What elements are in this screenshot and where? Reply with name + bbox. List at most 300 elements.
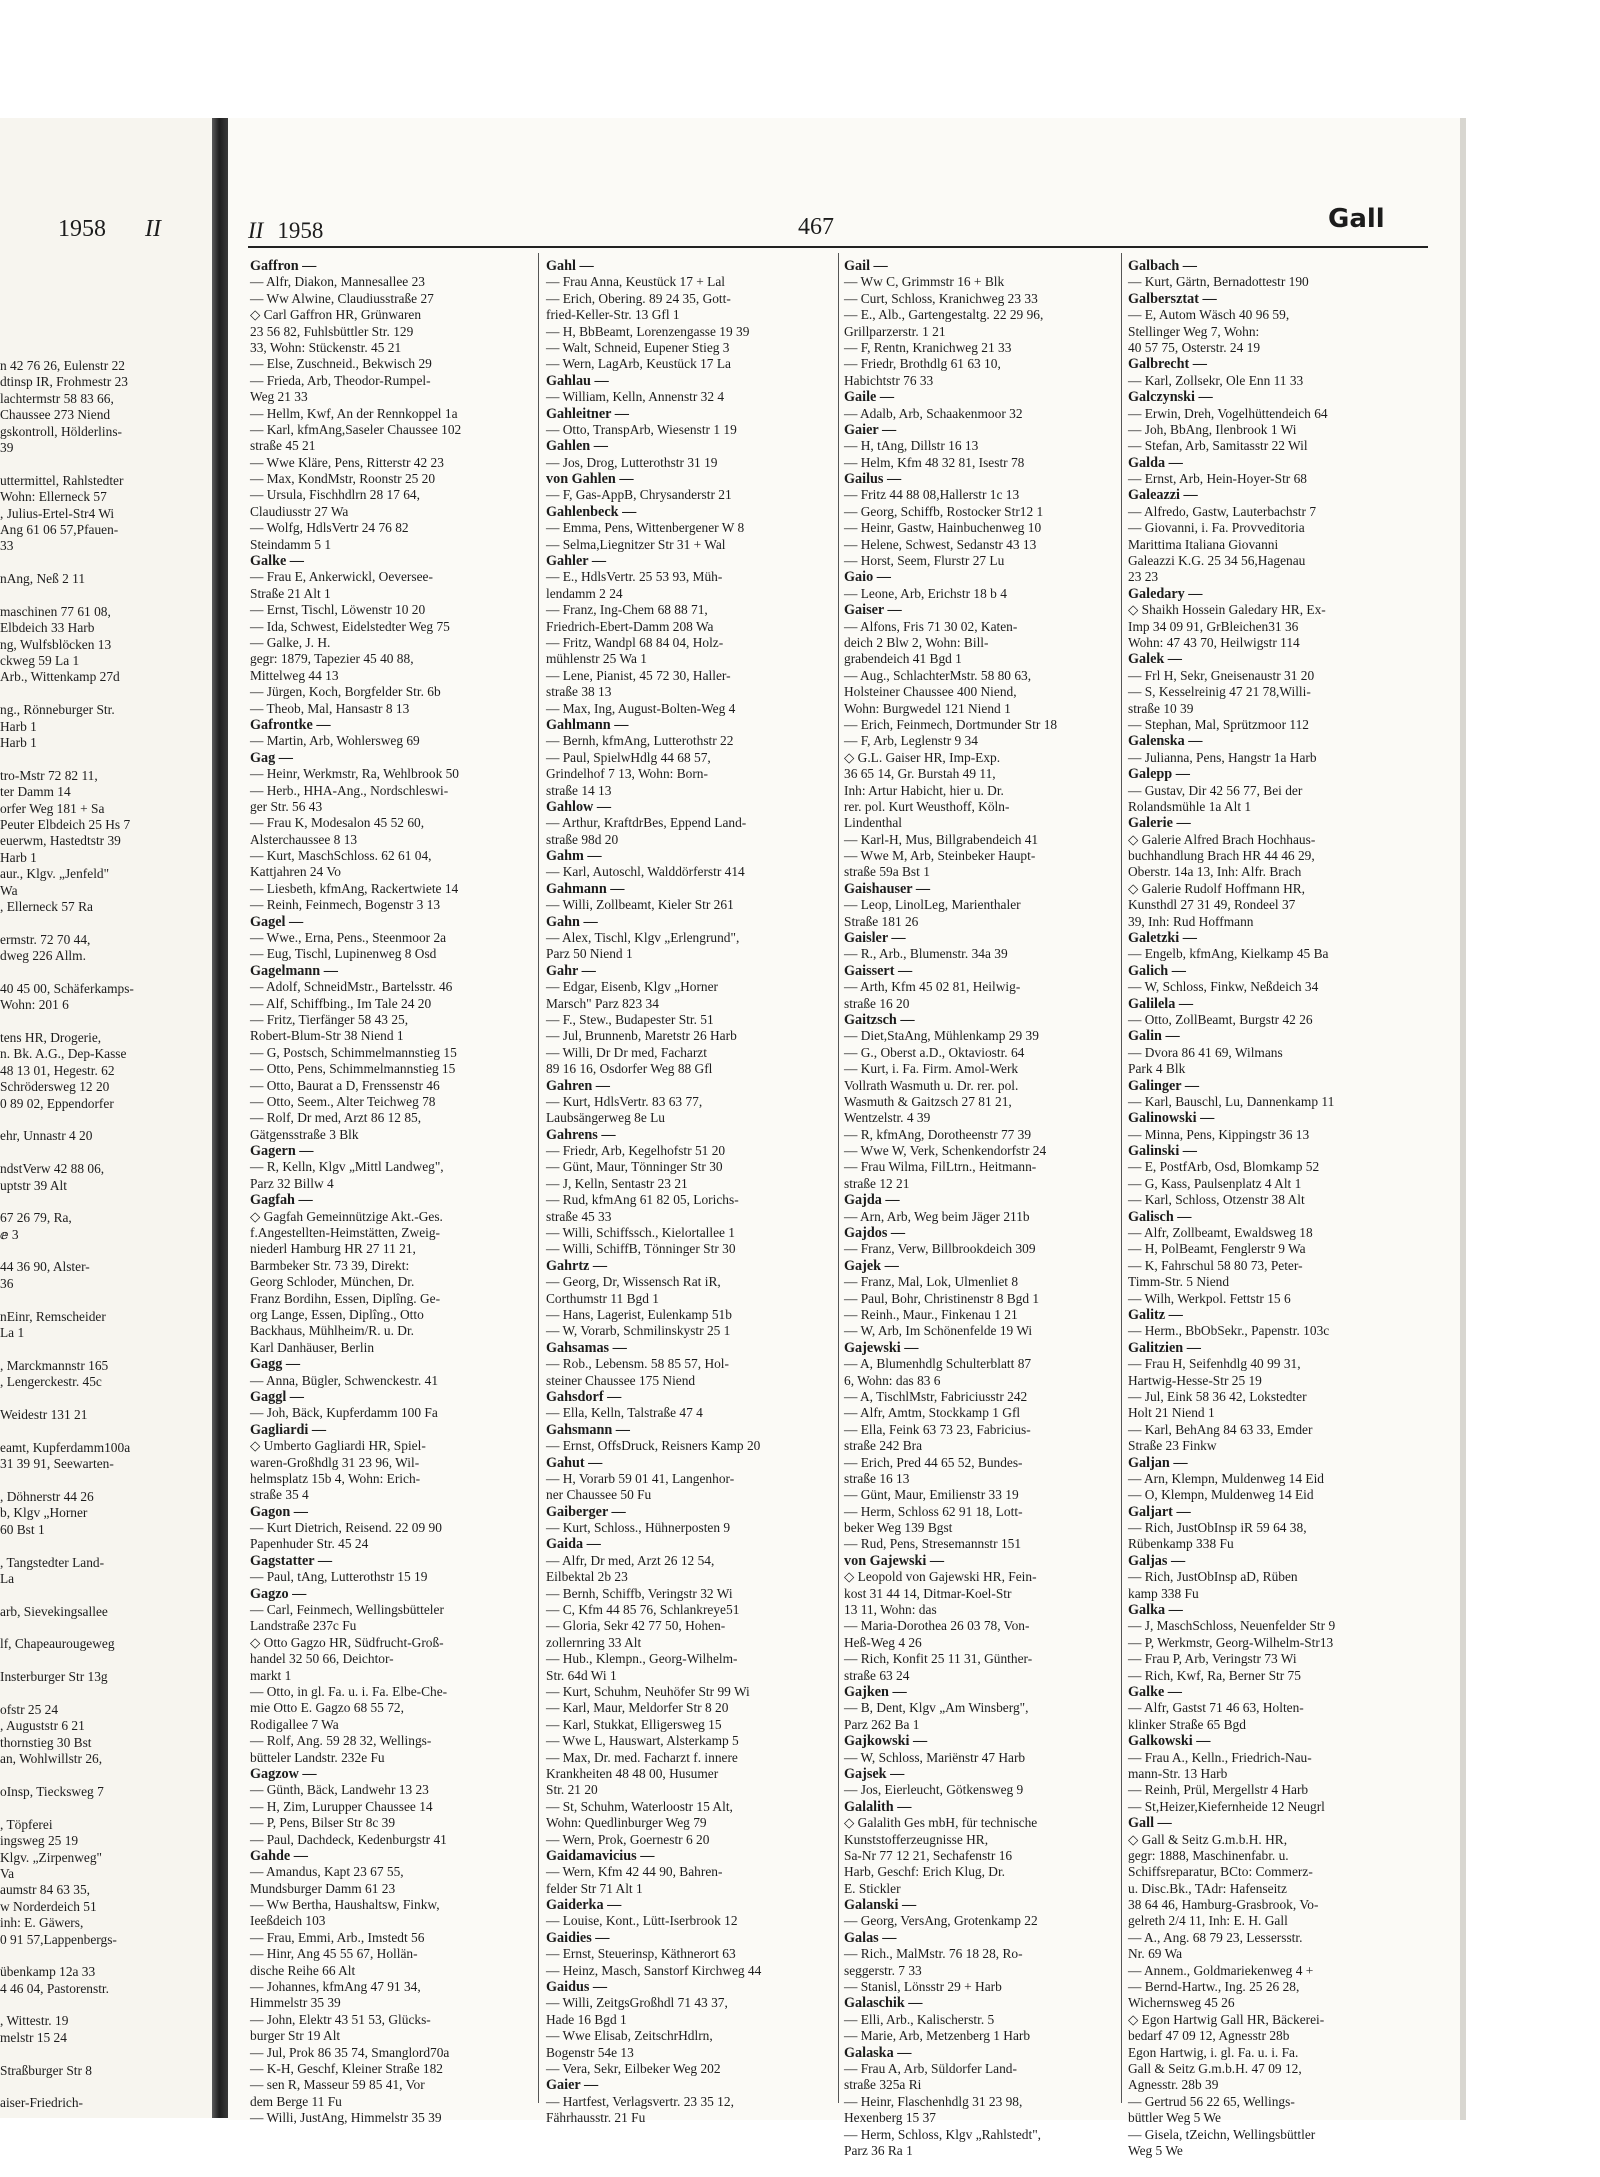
directory-entry-line: Wohn: Quedlinburger Weg 79 bbox=[546, 1815, 707, 1831]
directory-entry-line: — H, Vorarb 59 01 41, Langenhor- bbox=[546, 1470, 735, 1486]
directory-entry-line: — Hub., Klempn., Georg-Wilhelm- bbox=[546, 1651, 738, 1667]
left-page-column bbox=[0, 358, 205, 2112]
directory-entry-line: — Wolfg, HdlsVertr 24 76 82 bbox=[250, 520, 409, 536]
surname-heading: Galedary — bbox=[1128, 585, 1203, 602]
directory-entry-line: — Martin, Arb, Wohlersweg 69 bbox=[250, 733, 420, 749]
directory-entry-line: Fährhausstr. 21 Fu bbox=[546, 2110, 646, 2126]
directory-entry-line: — Reinh, Prül, Mergellstr 4 Harb bbox=[1128, 1782, 1309, 1798]
surname-heading: Gaidamavicius — bbox=[546, 1847, 655, 1864]
directory-entry-line: — Wilh, Werkpol. Fettstr 15 6 bbox=[1128, 1290, 1291, 1306]
surname-heading: Gagon — bbox=[250, 1503, 308, 1520]
directory-column-3 bbox=[844, 258, 1129, 2158]
directory-entry-line: steiner Chaussee 175 Niend bbox=[546, 1372, 696, 1388]
directory-entry-line: — Ernst, Arb, Hein-Hoyer-Str 68 bbox=[1128, 471, 1307, 487]
directory-entry-line: — Franz, Mal, Lok, Ulmenliet 8 bbox=[844, 1274, 1019, 1290]
directory-entry-line: straße 16 13 bbox=[844, 1470, 910, 1486]
surname-heading: Gajsek — bbox=[844, 1765, 905, 1782]
directory-entry-line: ng., Rönneburger Str. bbox=[0, 702, 115, 718]
directory-entry-line: — Alex, Tischl, Klgv „Erlengrund", bbox=[546, 930, 740, 946]
directory-entry-line: ner Chaussee 50 Fu bbox=[546, 1487, 652, 1503]
directory-entry-line: Straße 21 Alt 1 bbox=[250, 585, 331, 601]
directory-entry-line bbox=[0, 2046, 205, 2062]
directory-entry-line: Schiffsreparatur, BCto: Commerz- bbox=[1128, 1864, 1313, 1880]
directory-entry-line: — Franz, Verw, Billbrookdeich 309 bbox=[844, 1241, 1036, 1257]
directory-entry-line: aumstr 84 63 35, bbox=[0, 1882, 91, 1898]
surname-heading: Galerie — bbox=[1128, 815, 1191, 832]
surname-heading: Gail — bbox=[844, 258, 888, 274]
directory-entry-line bbox=[0, 1686, 205, 1702]
directory-entry-line bbox=[0, 1997, 205, 2013]
directory-entry-line: — Karl, Maur, Meldorfer Str 8 20 bbox=[546, 1700, 729, 1716]
surname-heading: Gaissert — bbox=[844, 962, 913, 979]
surname-heading: Galanski — bbox=[844, 1897, 917, 1914]
directory-entry-line: — Ida, Schwest, Eidelstedter Weg 75 bbox=[250, 618, 450, 634]
directory-entry-line bbox=[0, 1948, 205, 1964]
directory-entry-line: — Stefan, Arb, Samitasstr 22 Wil bbox=[1128, 438, 1308, 454]
directory-entry-line: — Heinr, Werkmstr, Ra, Wehlbrook 50 bbox=[250, 766, 460, 782]
directory-entry-line: — Aug., SchlachterMstr. 58 80 63, bbox=[844, 667, 1032, 683]
directory-entry-line: — Rich, Konfit 25 11 31, Günther- bbox=[844, 1651, 1033, 1667]
surname-heading: Gahde — bbox=[250, 1847, 308, 1864]
directory-entry-line: f.Angestellten-Heimstätten, Zweig- bbox=[250, 1225, 441, 1241]
directory-entry-line: — Alfr, Dr med, Arzt 26 12 54, bbox=[546, 1552, 715, 1568]
directory-entry-line: 31 39 91, Seewarten- bbox=[0, 1456, 114, 1472]
surname-heading: Galepp — bbox=[1128, 766, 1190, 783]
directory-entry-line: — Otto, Pens, Schimmelmannstieg 15 bbox=[250, 1061, 456, 1077]
directory-entry-line: — Günt, Maur, Emilienstr 33 19 bbox=[844, 1487, 1019, 1503]
directory-entry-line: — Emma, Pens, Wittenbergener W 8 bbox=[546, 520, 745, 536]
directory-entry-line: — Alfr, Gastst 71 46 63, Holten- bbox=[1128, 1700, 1304, 1716]
directory-entry-line: ⅇ 3 bbox=[0, 1226, 19, 1242]
directory-entry-line: Wasmuth & Gaitzsch 27 81 21, bbox=[844, 1093, 1012, 1109]
directory-entry-line: 39 bbox=[0, 439, 14, 455]
directory-entry-line: Straße 23 Finkw bbox=[1128, 1438, 1217, 1454]
directory-entry-line: ofstr 25 24 bbox=[0, 1702, 59, 1718]
surname-heading: Gahleitner — bbox=[546, 405, 629, 422]
directory-entry-line: ◇ Carl Gaffron HR, Grünwaren bbox=[250, 307, 422, 323]
directory-entry-line: ◇ G.L. Gaiser HR, Imp-Exp. bbox=[844, 749, 1001, 765]
surname-heading: Galetzki — bbox=[1128, 930, 1197, 947]
directory-entry-line: Grillparzerstr. 1 21 bbox=[844, 323, 946, 339]
surname-heading: Gajek — bbox=[844, 1257, 899, 1274]
directory-entry-line: — Stephan, Mal, Sprützmoor 112 bbox=[1128, 716, 1310, 732]
directory-entry-line: — Engelb, kfmAng, Kielkamp 45 Ba bbox=[1128, 946, 1329, 962]
directory-entry-line: — Herm, Schloss 62 91 18, Lott- bbox=[844, 1503, 1023, 1519]
surname-heading: Galkowski — bbox=[1128, 1733, 1211, 1750]
directory-entry-line: thornstieg 30 Bst bbox=[0, 1734, 92, 1750]
directory-entry-line: straße 242 Bra bbox=[844, 1438, 923, 1454]
surname-heading: Gaidus — bbox=[546, 1979, 608, 1996]
directory-entry-line: — Erwin, Dreh, Vogelhüttendeich 64 bbox=[1128, 405, 1328, 421]
directory-entry-line: 36 bbox=[0, 1275, 14, 1291]
directory-entry-line: — W, Vorarb, Schmilinskystr 25 1 bbox=[546, 1323, 731, 1339]
directory-entry-line bbox=[0, 964, 205, 980]
surname-heading: Gajken — bbox=[844, 1683, 907, 1700]
directory-entry-line: 23 23 bbox=[1128, 569, 1159, 585]
directory-entry-line: nEinr, Remscheider bbox=[0, 1308, 106, 1324]
directory-entry-line: Parz 32 Billw 4 bbox=[250, 1175, 334, 1191]
surname-heading: Galjan — bbox=[1128, 1454, 1188, 1471]
directory-entry-line: — Georg, Dr, Wissensch Rat iR, bbox=[546, 1274, 721, 1290]
directory-entry-line: Rodigallee 7 Wa bbox=[250, 1716, 339, 1732]
directory-entry-line: — Paul, Bohr, Christinenstr 8 Bgd 1 bbox=[844, 1290, 1040, 1306]
directory-entry-line: melstr 15 24 bbox=[0, 2029, 67, 2045]
directory-entry-line: — Bernh, Schiffb, Veringstr 32 Wi bbox=[546, 1585, 733, 1601]
directory-entry-line: — H, PolBeamt, Fenglerstr 9 Wa bbox=[1128, 1241, 1306, 1257]
directory-entry-line: — Rud, Pens, Stresemannstr 151 bbox=[844, 1536, 1022, 1552]
surname-heading: Gajdos — bbox=[844, 1225, 906, 1242]
directory-entry-line: — Alfr, Amtm, Stockkamp 1 Gfl bbox=[844, 1405, 1021, 1421]
directory-entry-line: — Frau H, Seifenhdlg 40 99 31, bbox=[1128, 1356, 1301, 1372]
directory-entry-line: helmsplatz 15b 4, Wohn: Erich- bbox=[250, 1470, 421, 1486]
directory-entry-line: — Max, Dr. med. Facharzt f. innere bbox=[546, 1749, 738, 1765]
directory-entry-line: — Ww Alwine, Claudiusstraße 27 bbox=[250, 290, 434, 306]
surname-heading: Gaile — bbox=[844, 389, 895, 406]
directory-entry-line: rer. pol. Kurt Weusthoff, Köln- bbox=[844, 798, 1010, 814]
directory-entry-line: gegr: 1879, Tapezier 45 40 88, bbox=[250, 651, 414, 667]
directory-entry-line: — Jürgen, Koch, Borgfelder Str. 6b bbox=[250, 684, 441, 700]
directory-entry-line: — Wern, Prok, Goernestr 6 20 bbox=[546, 1831, 710, 1847]
directory-entry-line: ng, Wulfsblöcken 13 bbox=[0, 636, 112, 652]
directory-entry-line: — B, Dent, Klgv „Am Winsberg", bbox=[844, 1700, 1029, 1716]
directory-entry-line: — R., Arb., Blumenstr. 34a 39 bbox=[844, 946, 1008, 962]
directory-entry-line: — Alf, Schiffbing., Im Tale 24 20 bbox=[250, 995, 432, 1011]
directory-entry-line: Harb 1 bbox=[0, 849, 37, 865]
surname-heading: Galinger — bbox=[1128, 1077, 1200, 1094]
directory-entry-line: dtinsp IR, Frohmestr 23 bbox=[0, 374, 128, 390]
surname-heading: Galda — bbox=[1128, 454, 1183, 471]
directory-entry-line: straße 35 4 bbox=[250, 1487, 309, 1503]
surname-heading: Gaidies — bbox=[546, 1929, 610, 1946]
header-rule bbox=[248, 246, 1428, 248]
directory-entry-line: — Selma,Liegnitzer Str 31 + Wal bbox=[546, 536, 726, 552]
surname-heading: Galaschik — bbox=[844, 1995, 923, 2012]
directory-entry-line: — Ernst, Steuerinsp, Käthnerort 63 bbox=[546, 1946, 736, 1962]
directory-entry-line: — Kurt, MaschSchloss. 62 61 04, bbox=[250, 848, 432, 864]
directory-entry-line: — G, Postsch, Schimmelmannstieg 15 bbox=[250, 1044, 457, 1060]
directory-entry-line bbox=[0, 751, 205, 767]
directory-entry-line: — Otto, Seem., Alter Teichweg 78 bbox=[250, 1093, 436, 1109]
surname-heading: Gahsamas — bbox=[546, 1339, 627, 1356]
directory-entry-line: u. Disc.Bk., TAdr: Hafenseitz bbox=[1128, 1880, 1287, 1896]
directory-entry-line: uptstr 39 Alt bbox=[0, 1177, 67, 1193]
directory-entry-line: — Wwe., Erna, Pens., Steenmoor 2a bbox=[250, 930, 447, 946]
directory-entry-line: — Adalb, Arb, Schaakenmoor 32 bbox=[844, 405, 1023, 421]
directory-entry-line: 89 16 16, Osdorfer Weg 88 Gfl bbox=[546, 1061, 713, 1077]
directory-entry-line: — R, Kelln, Klgv „Mittl Landweg", bbox=[250, 1159, 444, 1175]
directory-column-4 bbox=[1128, 258, 1413, 2158]
surname-heading: Gahlau — bbox=[546, 372, 609, 389]
directory-entry-line: handel 32 50 66, Deichtor- bbox=[250, 1651, 394, 1667]
directory-entry-line: — Else, Zuschneid., Bekwisch 29 bbox=[250, 356, 432, 372]
directory-entry-line: 38 64 46, Hamburg-Grasbrook, Vo- bbox=[1128, 1897, 1319, 1913]
directory-entry-line: — Edgar, Eisenb, Klgv „Horner bbox=[546, 979, 719, 995]
directory-entry-line: klinker Straße 65 Bgd bbox=[1128, 1716, 1246, 1732]
directory-entry-line: — Frau Anna, Keustück 17 + Lal bbox=[546, 274, 725, 290]
directory-entry-line: — Walt, Schneid, Eupener Stieg 3 bbox=[546, 339, 730, 355]
directory-entry-line: — Kurt, Gärtn, Bernadottestr 190 bbox=[1128, 274, 1309, 290]
surname-heading: Gahn — bbox=[546, 913, 598, 930]
surname-heading: Galbrecht — bbox=[1128, 356, 1207, 373]
directory-entry-line: — F, Rentn, Kranichweg 21 33 bbox=[844, 339, 1012, 355]
directory-entry-line bbox=[0, 1243, 205, 1259]
surname-heading: Gaggl — bbox=[250, 1388, 304, 1405]
directory-entry-line: Ieeßdeich 103 bbox=[250, 1913, 326, 1929]
directory-entry-line bbox=[0, 1800, 205, 1816]
directory-entry-line: — Reinh., Maur., Finkenau 1 21 bbox=[844, 1307, 1018, 1322]
surname-heading: Gajkowski — bbox=[844, 1733, 928, 1750]
directory-entry-line: — A., Ang. 68 79 23, Lessersstr. bbox=[1128, 1929, 1303, 1945]
directory-entry-line: — C, Kfm 44 85 76, Schlankreye51 bbox=[546, 1602, 740, 1618]
directory-entry-line: Vollrath Wasmuth u. Dr. rer. pol. bbox=[844, 1077, 1019, 1093]
directory-entry-line: — Max, Ing, August-Bolten-Weg 4 bbox=[546, 700, 736, 716]
directory-entry-line: waren-Großhdlg 31 23 96, Wil- bbox=[250, 1454, 420, 1470]
directory-entry-line: euerwm, Hastedtstr 39 bbox=[0, 833, 121, 849]
directory-entry-line: — Rud, kfmAng 61 82 05, Lorichs- bbox=[546, 1192, 739, 1208]
surname-heading: Galas — bbox=[844, 1929, 897, 1946]
directory-entry-line: — Amandus, Kapt 23 67 55, bbox=[250, 1864, 404, 1880]
directory-entry-line: Nr. 69 Wa bbox=[1128, 1946, 1183, 1962]
directory-entry-line: 33, Wohn: Stückenstr. 45 21 bbox=[250, 339, 402, 355]
directory-entry-line: uttermittel, Rahlstedter bbox=[0, 472, 124, 488]
directory-entry-line: markt 1 bbox=[250, 1667, 292, 1683]
directory-entry-line: 40 45 00, Schäferkamps- bbox=[0, 980, 134, 996]
surname-heading: Gaiberger — bbox=[546, 1503, 626, 1520]
directory-entry-line: — Heinr, Gastw, Hainbuchenweg 10 bbox=[844, 520, 1042, 536]
directory-entry-line: — Arthur, KraftdrBes, Eppend Land- bbox=[546, 815, 747, 831]
directory-entry-line: Inh: Artur Habicht, hier u. Dr. bbox=[844, 782, 1004, 798]
directory-entry-line: — Willi, Schiffssch., Kielortallee 1 bbox=[546, 1225, 736, 1241]
directory-entry-line: — Anna, Bügler, Schwenckestr. 41 bbox=[250, 1372, 439, 1388]
surname-heading: Gagel — bbox=[250, 913, 304, 930]
directory-entry-line: beker Weg 139 Bgst bbox=[844, 1520, 953, 1536]
directory-entry-line: — Kurt, Schloss., Hühnerposten 9 bbox=[546, 1520, 731, 1536]
directory-entry-line: Kunststofferzeugnisse HR, bbox=[844, 1831, 989, 1847]
directory-entry-line: Parz 262 Ba 1 bbox=[844, 1716, 920, 1732]
directory-entry-line: 0 89 02, Eppendorfer bbox=[0, 1095, 114, 1111]
directory-entry-line: — Frau, Emmi, Arb., Imstedt 56 bbox=[250, 1929, 425, 1945]
directory-entry-line: — Minna, Pens, Kippingstr 36 13 bbox=[1128, 1126, 1310, 1142]
directory-entry-line bbox=[0, 1194, 205, 1210]
directory-entry-line: — Wwe L, Hauswart, Alsterkamp 5 bbox=[546, 1733, 739, 1749]
directory-entry-line: — Hinr, Ang 45 55 67, Hollän- bbox=[250, 1946, 418, 1962]
surname-heading: Gagern — bbox=[250, 1143, 314, 1160]
directory-entry-line: — Fritz, Wandpl 68 84 04, Holz- bbox=[546, 634, 724, 650]
directory-entry-line: straße 98d 20 bbox=[546, 831, 619, 847]
directory-entry-line: Grindelhof 7 13, Wohn: Born- bbox=[546, 766, 708, 782]
directory-entry-line: — Jos, Drog, Lutterothstr 31 19 bbox=[546, 454, 718, 470]
directory-entry-line: — Leone, Arb, Erichstr 18 b 4 bbox=[844, 585, 1007, 601]
directory-entry-line: Wentzelstr. 4 39 bbox=[844, 1110, 931, 1126]
directory-entry-line: — E, PostfArb, Osd, Blomkamp 52 bbox=[1128, 1159, 1320, 1175]
directory-entry-line: Oberstr. 14a 13, Inh: Alfr. Brach bbox=[1128, 864, 1302, 880]
surname-heading: Galalith — bbox=[844, 1798, 912, 1815]
directory-entry-line: — H, Zim, Lurupper Chaussee 14 bbox=[250, 1798, 433, 1814]
directory-entry-line: — Rob., Lebensm. 58 85 57, Hol- bbox=[546, 1356, 729, 1372]
directory-entry-line: Wohn: Burgwedel 121 Niend 1 bbox=[844, 700, 1011, 716]
directory-entry-line: ◇ Galalith Ges mbH, für technische bbox=[844, 1815, 1038, 1831]
surname-heading: Galke — bbox=[250, 553, 304, 570]
directory-entry-line: mühlenstr 25 Wa 1 bbox=[546, 651, 647, 667]
directory-entry-line: — Hans, Lagerist, Eulenkamp 51b bbox=[546, 1307, 732, 1322]
directory-entry-line: — Herb., HHA-Ang., Nordschleswi- bbox=[250, 782, 449, 798]
surname-heading: Gaisler — bbox=[844, 930, 906, 947]
directory-entry-line: Gätgensstraße 3 Blk bbox=[250, 1126, 359, 1142]
directory-entry-line: Park 4 Blk bbox=[1128, 1061, 1186, 1077]
directory-entry-line: , Wittestr. 19 bbox=[0, 2013, 69, 2029]
directory-entry-line: — Frau Wilma, FilLtrn., Heitmann- bbox=[844, 1159, 1037, 1175]
directory-entry-line: — Ernst, OffsDruck, Reisners Kamp 20 bbox=[546, 1438, 761, 1454]
directory-entry-line bbox=[0, 1341, 205, 1357]
directory-entry-line: — Frl H, Sekr, Gneisenaustr 31 20 bbox=[1128, 667, 1315, 683]
directory-entry-line: n 42 76 26, Eulenstr 22 bbox=[0, 358, 125, 373]
directory-entry-line: — Karl, Autoschl, Walddörferstr 414 bbox=[546, 864, 745, 880]
directory-entry-line: Va bbox=[0, 1865, 15, 1881]
directory-entry-line: — John, Elektr 43 51 53, Glücks- bbox=[250, 2011, 431, 2027]
directory-entry-line: — Frieda, Arb, Theodor-Rumpel- bbox=[250, 372, 431, 388]
surname-heading: Gahm — bbox=[546, 848, 602, 865]
surname-heading: Galinowski — bbox=[1128, 1110, 1215, 1127]
directory-entry-line: Insterburger Str 13g bbox=[0, 1669, 108, 1685]
directory-entry-line: zollernring 33 Alt bbox=[546, 1634, 642, 1650]
directory-entry-line: bütteler Landstr. 232e Fu bbox=[250, 1749, 385, 1765]
directory-entry-line: 40 57 75, Osterstr. 24 19 bbox=[1128, 339, 1261, 355]
directory-entry-line bbox=[0, 1473, 205, 1489]
page-volume: II bbox=[248, 218, 264, 243]
directory-entry-line: Holsteiner Chaussee 400 Niend, bbox=[844, 684, 1017, 700]
directory-entry-line bbox=[0, 915, 205, 931]
surname-heading: Gaiderka — bbox=[546, 1897, 622, 1914]
directory-entry-line bbox=[0, 1292, 205, 1308]
directory-entry-line: maschinen 77 61 08, bbox=[0, 603, 111, 619]
directory-entry-line: — Paul, Dachdeck, Kedenburgstr 41 bbox=[250, 1831, 447, 1847]
directory-entry-line: — O, Klempn, Muldenweg 14 Eid bbox=[1128, 1487, 1314, 1503]
directory-entry-line: straße 63 24 bbox=[844, 1667, 910, 1683]
directory-entry-line: — Diet,StaAng, Mühlenkamp 29 39 bbox=[844, 1028, 1039, 1044]
surname-heading: Galka — bbox=[1128, 1602, 1183, 1619]
surname-heading: Galke — bbox=[1128, 1683, 1182, 1700]
surname-heading: Gahlen — bbox=[546, 438, 608, 455]
directory-entry-line: Peuter Elbdeich 25 Hs 7 bbox=[0, 816, 131, 832]
surname-heading: Gahlow — bbox=[546, 798, 612, 815]
directory-entry-line: 48 13 01, Hegestr. 62 bbox=[0, 1062, 115, 1078]
directory-entry-line: Wohn: 201 6 bbox=[0, 997, 69, 1013]
directory-entry-line: n. Bk. A.G., Dep-Kasse bbox=[0, 1046, 127, 1062]
directory-entry-line: — Eug, Tischl, Lupinenweg 8 Osd bbox=[250, 946, 437, 962]
surname-heading: Gagg — bbox=[250, 1356, 301, 1373]
directory-entry-line bbox=[0, 686, 205, 702]
directory-entry-line: — Curt, Schloss, Kranichweg 23 33 bbox=[844, 290, 1038, 306]
directory-entry-line: Str. 21 20 bbox=[546, 1782, 598, 1798]
surname-heading: Gahrtz — bbox=[546, 1257, 608, 1274]
directory-entry-line: — Ella, Feink 63 73 23, Fabricius- bbox=[844, 1421, 1031, 1437]
directory-entry-line: org Lange, Essen, Diplîng., Otto bbox=[250, 1307, 424, 1322]
directory-page bbox=[228, 118, 1460, 2158]
surname-heading: Gahut — bbox=[546, 1454, 603, 1471]
directory-entry-line: Klgv. „Zirpenweg" bbox=[0, 1849, 103, 1865]
directory-entry-line: übenkamp 12a 33 bbox=[0, 1964, 96, 1980]
directory-entry-line: büttler Weg 5 We bbox=[1128, 2110, 1221, 2126]
directory-entry-line: Rübenkamp 338 Fu bbox=[1128, 1536, 1234, 1552]
directory-entry-line: Chaussee 273 Niend bbox=[0, 407, 111, 423]
directory-entry-line: — Rich, Kwf, Ra, Berner Str 75 bbox=[1128, 1667, 1301, 1683]
directory-entry-line: — Helene, Schwest, Sedanstr 43 13 bbox=[844, 536, 1037, 552]
directory-entry-line: — Friedr, Brothdlg 61 63 10, bbox=[844, 356, 1001, 372]
directory-entry-line: Corthumstr 11 Bgd 1 bbox=[546, 1290, 659, 1306]
directory-entry-line: Krankheiten 48 48 00, Husumer bbox=[546, 1765, 719, 1781]
directory-entry-line bbox=[0, 1768, 205, 1784]
directory-entry-line: — Rolf, Ang. 59 28 32, Wellings- bbox=[250, 1733, 432, 1749]
directory-entry-line: kamp 338 Fu bbox=[1128, 1585, 1199, 1601]
directory-entry-line: — Frau A, Arb, Süldorfer Land- bbox=[844, 2060, 1017, 2076]
directory-entry-line: — Joh, BbAng, Ilenbrook 1 Wi bbox=[1128, 421, 1297, 437]
directory-entry-line: — Elli, Arb., Kalischerstr. 5 bbox=[844, 2011, 995, 2027]
directory-entry-line: — Herm, Schloss, Klgv „Rahlstedt", bbox=[844, 2126, 1042, 2142]
directory-entry-line: Galeazzi K.G. 25 34 56,Hagenau bbox=[1128, 553, 1306, 569]
surname-heading: Galczynski — bbox=[1128, 389, 1213, 406]
directory-entry-line: Timm-Str. 5 Niend bbox=[1128, 1274, 1230, 1290]
directory-entry-line: — Willi, Dr Dr med, Facharzt bbox=[546, 1044, 707, 1060]
directory-entry-line: — Kurt, HdlsVertr. 83 63 77, bbox=[546, 1093, 703, 1109]
surname-heading: Gaier — bbox=[546, 2077, 599, 2094]
directory-entry-line: — Karl, BehAng 84 63 33, Emder bbox=[1128, 1421, 1313, 1437]
surname-heading: Gajda — bbox=[844, 1192, 900, 1209]
directory-entry-line: gskontroll, Hölderlins- bbox=[0, 423, 122, 439]
directory-entry-line: lf, Chapeaurougeweg bbox=[0, 1636, 115, 1652]
directory-entry-line: — Lene, Pianist, 45 72 30, Haller- bbox=[546, 667, 731, 683]
directory-entry-line: — Herm., BbObSekr., Papenstr. 103c bbox=[1128, 1323, 1330, 1339]
directory-entry-line: Mundsburger Damm 61 23 bbox=[250, 1880, 396, 1896]
directory-entry-line: — Bernd-Hartw., Ing. 25 26 28, bbox=[1128, 1979, 1300, 1995]
directory-entry-line: — K, Fahrschul 58 80 73, Peter- bbox=[1128, 1257, 1303, 1273]
surname-heading: Gahl — bbox=[546, 258, 594, 274]
directory-entry-line: ◇ Otto Gagzo HR, Südfrucht-Groß- bbox=[250, 1634, 444, 1650]
directory-entry-line: Steindamm 5 1 bbox=[250, 536, 332, 552]
directory-entry-line: , Töpferei bbox=[0, 1816, 53, 1832]
directory-entry-line: Marsch" Parz 823 34 bbox=[546, 995, 659, 1011]
surname-heading: Gaishauser — bbox=[844, 880, 931, 897]
directory-entry-line: Karl Danhäuser, Berlin bbox=[250, 1339, 375, 1355]
directory-entry-line: burger Str 19 Alt bbox=[250, 2028, 341, 2044]
directory-entry-line: Landstraße 237c Fu bbox=[250, 1618, 357, 1634]
directory-entry-line: — Helm, Kfm 48 32 81, Isestr 78 bbox=[844, 454, 1025, 470]
directory-entry-line: Parz 36 Ra 1 bbox=[844, 2142, 913, 2158]
directory-entry-line: — S, Kesselreinig 47 21 78,Willi- bbox=[1128, 684, 1311, 700]
directory-entry-line: — Wern, LagArb, Keustück 17 La bbox=[546, 356, 731, 372]
directory-entry-line: straße 59a Bst 1 bbox=[844, 864, 930, 880]
page-header-left bbox=[248, 218, 323, 244]
directory-entry-line: — Erich, Feinmech, Dortmunder Str 18 bbox=[844, 716, 1058, 732]
directory-entry-line: — Frau P, Arb, Veringstr 73 Wi bbox=[1128, 1651, 1297, 1667]
directory-entry-line: Str. 64d Wi 1 bbox=[546, 1667, 617, 1683]
directory-entry-line: gegr: 1888, Maschinenfabr. u. bbox=[1128, 1847, 1289, 1863]
directory-entry-line: straße 10 39 bbox=[1128, 700, 1194, 716]
surname-heading: Gagelmann — bbox=[250, 962, 338, 979]
directory-entry-line: — H, tAng, Dillstr 16 13 bbox=[844, 438, 979, 454]
surname-heading: Gahlenbeck — bbox=[546, 503, 637, 520]
directory-entry-line: Wa bbox=[0, 882, 18, 898]
surname-heading: Galjart — bbox=[1128, 1503, 1191, 1520]
directory-entry-line: — Alfr, Zollbeamt, Ewaldsweg 18 bbox=[1128, 1225, 1313, 1241]
directory-entry-line: tens HR, Drogerie, bbox=[0, 1030, 102, 1046]
directory-entry-line: Schrödersweg 12 20 bbox=[0, 1079, 110, 1095]
directory-entry-line: — Carl, Feinmech, Wellingsbütteler bbox=[250, 1602, 444, 1618]
surname-heading: Gall — bbox=[1128, 1815, 1172, 1832]
surname-heading: Galinski — bbox=[1128, 1143, 1197, 1160]
directory-entry-line: — Jos, Eierleucht, Götkensweg 9 bbox=[844, 1782, 1024, 1798]
directory-entry-line: straße 12 21 bbox=[844, 1175, 910, 1191]
directory-entry-line bbox=[0, 587, 205, 603]
